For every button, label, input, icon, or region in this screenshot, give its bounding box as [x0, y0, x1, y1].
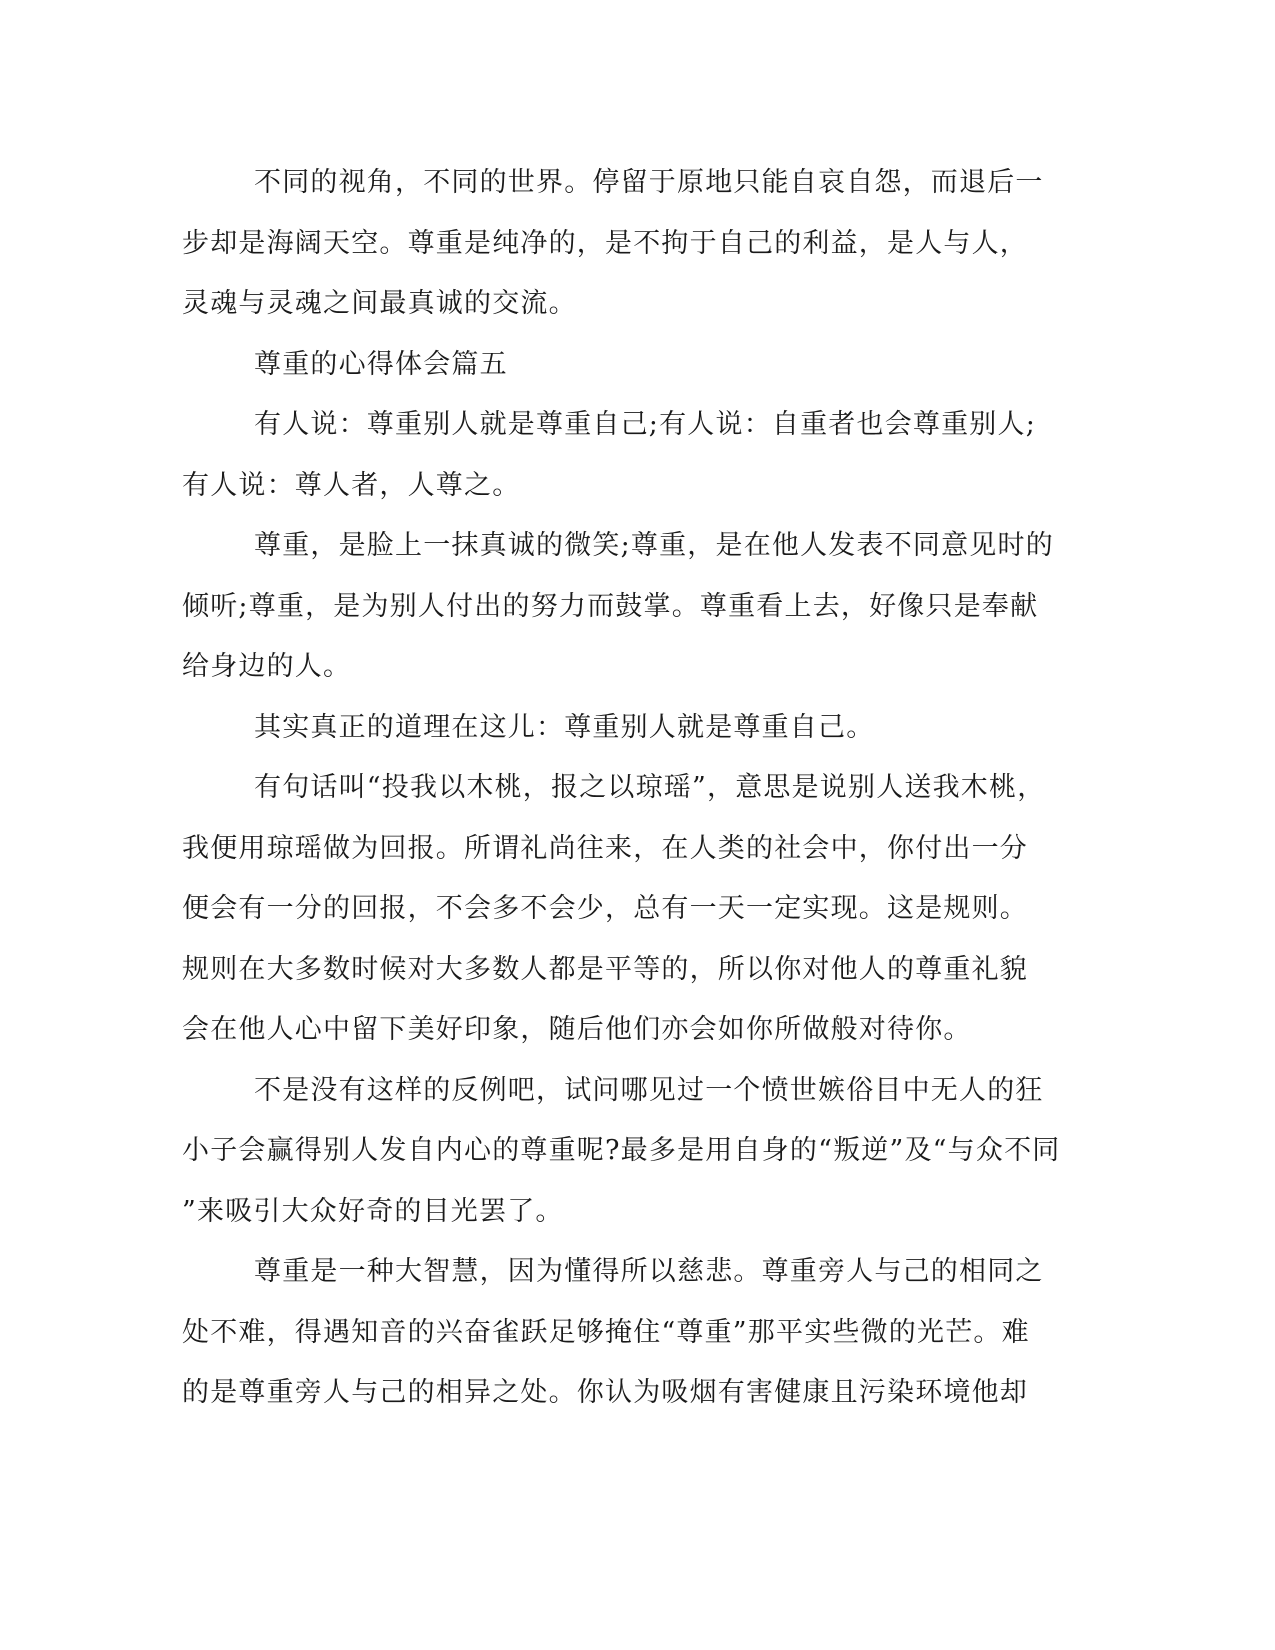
text-line: 不是没有这样的反例吧，试问哪见过一个愤世嫉俗目中无人的狂: [254, 1074, 1044, 1106]
text-line: 处不难，得遇知音的兴奋雀跃足够掩住“尊重”那平实些微的光芒。难: [182, 1316, 1030, 1348]
text-line: 灵魂与灵魂之间最真诚的交流。: [182, 288, 577, 319]
text-line: 其实真正的道理在这儿：尊重别人就是尊重自己。: [254, 711, 875, 743]
text-line: 会在他人心中留下美好印象，随后他们亦会如你所做般对待你。: [182, 1014, 972, 1045]
text-line: 便会有一分的回报，不会多不会少，总有一天一定实现。这是规则。: [182, 893, 1028, 924]
text-line: 有句话叫“投我以木桃，报之以琼瑶”，意思是说别人送我木桃，: [254, 772, 1046, 803]
body-text: [182, 153, 1061, 1424]
text-line: 倾听;尊重，是为别人付出的努力而鼓掌。尊重看上去，好像只是奉献: [182, 590, 1039, 622]
text-line: 小子会赢得别人发自内心的尊重呢?最多是用自身的“叛逆”及“与众不同: [182, 1135, 1061, 1166]
text-line: 步却是海阔天空。尊重是纯净的，是不拘于自己的利益，是人与人，: [182, 227, 1028, 259]
text-line: 尊重是一种大智慧，因为懂得所以慈悲。尊重旁人与己的相同之: [254, 1256, 1044, 1287]
text-line: 尊重的心得体会篇五: [254, 348, 508, 380]
text-line: 有人说：尊人者，人尊之。: [182, 469, 521, 501]
text-line: 有人说：尊重别人就是尊重自己;有人说：自重者也会尊重别人;: [254, 409, 1036, 440]
text-line: 的是尊重旁人与己的相异之处。你认为吸烟有害健康且污染环境他却: [182, 1377, 1028, 1408]
text-line: 规则在大多数时候对大多数人都是平等的，所以你对他人的尊重礼貌: [182, 953, 1028, 985]
text-line: 我便用琼瑶做为回报。所谓礼尚往来，在人类的社会中，你付出一分: [182, 832, 1028, 864]
text-line: ”来吸引大众好奇的目光罢了。: [182, 1195, 564, 1227]
text-line: 给身边的人。: [182, 651, 352, 682]
text-line: 尊重，是脸上一抹真诚的微笑;尊重，是在他人发表不同意见时的: [254, 530, 1054, 561]
text-line: 不同的视角，不同的世界。停留于原地只能自哀自怨，而退后一: [254, 167, 1044, 198]
